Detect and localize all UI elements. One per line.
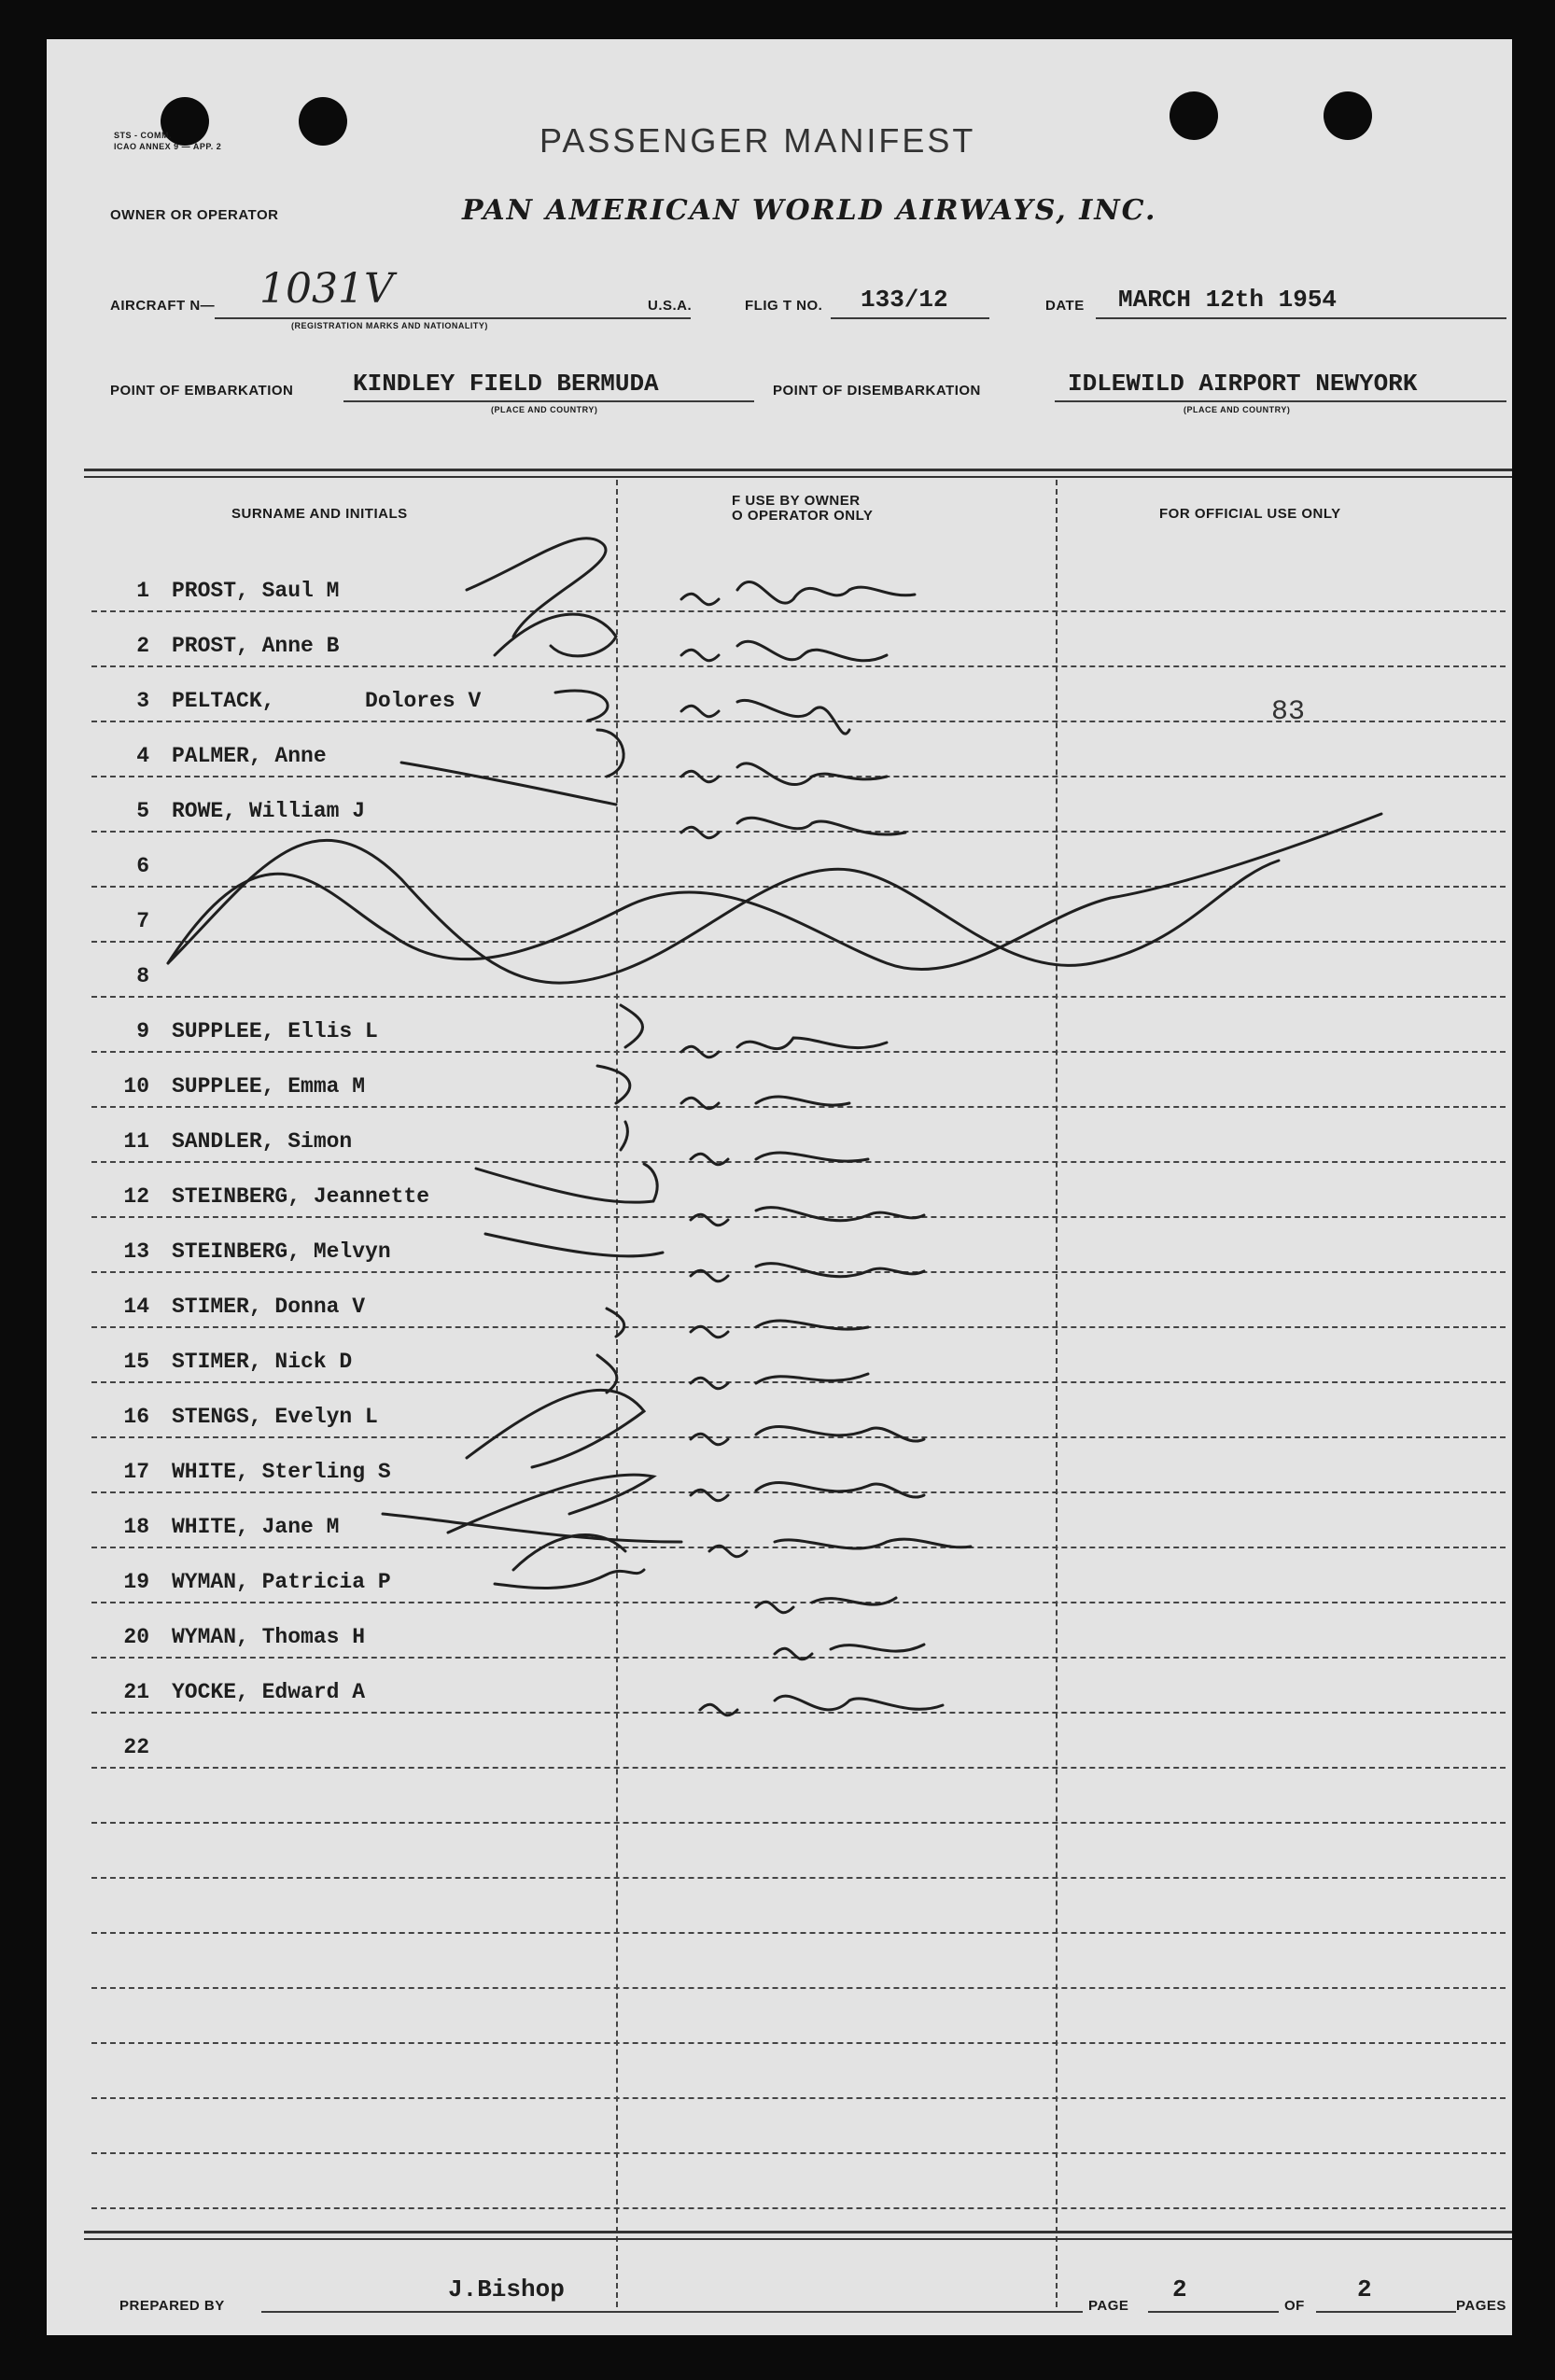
blank-row-line <box>91 1822 1506 1824</box>
airline-name: PAN AMERICAN WORLD AIRWAYS, INC. <box>462 194 1157 227</box>
owner-use-note <box>943 1407 980 1421</box>
disembarkation-label: POINT OF DISEMBARKATION <box>773 383 981 399</box>
passenger-number: 8 <box>136 964 149 988</box>
owner-use-note <box>943 1076 980 1091</box>
embarkation-caption: (PLACE AND COUNTRY) <box>491 405 598 414</box>
passenger-name: SUPPLEE, Ellis L <box>172 1019 378 1043</box>
date-label: DATE <box>1045 298 1085 314</box>
table-row-line <box>91 665 1506 667</box>
form-code: STS - COMM. <box>114 131 172 140</box>
table-row-line <box>91 1657 1506 1659</box>
pages-label: PAGES <box>1456 2298 1506 2314</box>
owner-use-note <box>943 1131 996 1146</box>
owner-use-note <box>943 1241 996 1256</box>
column-header-owner-use: F USE BY OWNER <box>732 493 861 509</box>
table-row-line <box>91 1326 1506 1328</box>
passenger-name: STEINBERG, Melvyn <box>172 1239 391 1264</box>
passenger-name: ROWE, William J <box>172 799 366 823</box>
table-row-line <box>91 996 1506 998</box>
embarkation-point: KINDLEY FIELD BERMUDA <box>353 370 659 398</box>
table-row <box>105 689 481 713</box>
aircraft-number: 1031V <box>259 265 394 313</box>
table-row <box>105 964 172 988</box>
passenger-number: 9 <box>136 1019 149 1043</box>
punch-hole <box>299 97 347 146</box>
flight-underline <box>831 317 989 319</box>
passenger-number: 11 <box>123 1129 149 1154</box>
table-row <box>105 579 339 603</box>
table-top-rule <box>84 469 1512 471</box>
column-header-official-use: FOR OFFICIAL USE ONLY <box>1159 506 1341 522</box>
blank-row-line <box>91 1877 1506 1879</box>
passenger-number: 6 <box>136 854 149 878</box>
aircraft-underline <box>215 317 691 319</box>
punch-hole <box>1170 91 1218 140</box>
passenger-number: 15 <box>123 1350 149 1374</box>
table-row-line <box>91 610 1506 612</box>
owner-label: OWNER OR OPERATOR <box>110 207 279 223</box>
table-row-line <box>91 1712 1506 1714</box>
of-label: OF <box>1284 2298 1305 2314</box>
table-row <box>105 1735 172 1759</box>
owner-use-note <box>943 801 996 816</box>
column-header-owner-use-2: O OPERATOR ONLY <box>732 508 874 524</box>
table-row <box>105 1625 365 1649</box>
table-row <box>105 909 172 933</box>
disembarkation-point: IDLEWILD AIRPORT NEWYORK <box>1068 370 1418 398</box>
owner-use-note <box>943 691 980 706</box>
blank-row-line <box>91 1987 1506 1989</box>
embarkation-underline <box>343 400 754 402</box>
flight-number: 133/12 <box>861 286 948 314</box>
table-row <box>105 634 339 658</box>
owner-use-note <box>943 581 996 595</box>
blank-row-line <box>91 2042 1506 2044</box>
official-use-mark: 83 <box>1271 696 1306 728</box>
passenger-number: 22 <box>123 1735 149 1759</box>
table-row-line <box>91 1436 1506 1438</box>
passenger-number: 16 <box>123 1405 149 1429</box>
passenger-name: STENGS, Evelyn L <box>172 1405 378 1429</box>
total-pages: 2 <box>1357 2275 1372 2303</box>
table-row-line <box>91 1216 1506 1218</box>
blank-row-line <box>91 2207 1506 2209</box>
table-bottom-rule-2 <box>84 2238 1512 2240</box>
manifest-sheet <box>47 39 1512 2335</box>
table-row-line <box>91 1381 1506 1383</box>
flight-label: FLIG T NO. <box>745 298 823 314</box>
table-row-line <box>91 1767 1506 1769</box>
table-row <box>105 1460 391 1484</box>
prepared-by-value: J.Bishop <box>448 2275 565 2303</box>
passenger-number: 5 <box>136 799 149 823</box>
passenger-name: WHITE, Sterling S <box>172 1460 391 1484</box>
column-divider <box>616 480 618 2307</box>
prepared-by-underline <box>261 2311 1083 2313</box>
table-row <box>105 1129 352 1154</box>
owner-use-note <box>943 1462 980 1477</box>
of-underline <box>1316 2311 1456 2313</box>
table-row-line <box>91 776 1506 777</box>
owner-use-note <box>943 1517 995 1532</box>
table-row-line <box>91 1271 1506 1273</box>
passenger-number: 14 <box>123 1295 149 1319</box>
passenger-number: 12 <box>123 1184 149 1209</box>
table-bottom-rule <box>84 2231 1512 2233</box>
usa-label: U.S.A. <box>648 298 693 314</box>
column-header-surname: SURNAME AND INITIALS <box>231 506 408 522</box>
blank-row-line <box>91 2097 1506 2099</box>
page-underline <box>1148 2311 1279 2313</box>
table-row <box>105 799 365 823</box>
page-title: PASSENGER MANIFEST <box>539 121 976 160</box>
date-underline <box>1096 317 1506 319</box>
passenger-name: SANDLER, Simon <box>172 1129 353 1154</box>
passenger-number: 10 <box>123 1074 149 1099</box>
registration-caption: (REGISTRATION MARKS AND NATIONALITY) <box>291 321 488 330</box>
table-row-line <box>91 1161 1506 1163</box>
passenger-name: YOCKE, Edward A <box>172 1680 366 1704</box>
table-row <box>105 744 327 768</box>
table-row <box>105 854 172 878</box>
table-row <box>105 1239 391 1264</box>
page-label: PAGE <box>1088 2298 1129 2314</box>
passenger-name: WYMAN, Thomas H <box>172 1625 366 1649</box>
table-row-line <box>91 886 1506 888</box>
blank-row-line <box>91 2152 1506 2154</box>
prepared-by-label: PREPARED BY <box>119 2298 225 2314</box>
disembarkation-underline <box>1055 400 1506 402</box>
table-row <box>105 1074 365 1099</box>
passenger-number: 13 <box>123 1239 149 1264</box>
embarkation-label: POINT OF EMBARKATION <box>110 383 294 399</box>
passenger-number: 18 <box>123 1515 149 1539</box>
disembarkation-caption: (PLACE AND COUNTRY) <box>1184 405 1291 414</box>
passenger-name: PALMER, Anne <box>172 744 327 768</box>
passenger-number: 20 <box>123 1625 149 1649</box>
table-row <box>105 1019 378 1043</box>
passenger-name: PROST, Anne B <box>172 634 340 658</box>
table-row-line <box>91 1491 1506 1493</box>
table-row <box>105 1184 429 1209</box>
flight-date: MARCH 12th 1954 <box>1118 286 1338 314</box>
form-code-annex: ICAO ANNEX 9 — APP. 2 <box>114 142 222 151</box>
aircraft-label: AIRCRAFT N— <box>110 298 216 314</box>
passenger-name: STIMER, Nick D <box>172 1350 353 1374</box>
table-row-line <box>91 1051 1506 1053</box>
passenger-name: PELTACK, Dolores V <box>172 689 482 713</box>
table-row <box>105 1295 365 1319</box>
passenger-name: PROST, Saul M <box>172 579 340 603</box>
owner-use-note <box>943 1682 996 1697</box>
table-row-line <box>91 941 1506 943</box>
passenger-name: SUPPLEE, Emma M <box>172 1074 366 1099</box>
table-row <box>105 1350 352 1374</box>
passenger-number: 4 <box>136 744 149 768</box>
table-row-line <box>91 831 1506 833</box>
owner-use-note <box>943 746 977 761</box>
passenger-name: STEINBERG, Jeannette <box>172 1184 430 1209</box>
owner-use-note <box>943 1351 992 1366</box>
table-row-line <box>91 1106 1506 1108</box>
table-row <box>105 1680 365 1704</box>
table-row-line <box>91 1547 1506 1548</box>
passenger-number: 7 <box>136 909 149 933</box>
owner-use-note <box>943 1296 992 1311</box>
passenger-number: 2 <box>136 634 149 658</box>
punch-hole <box>1324 91 1372 140</box>
passenger-number: 17 <box>123 1460 149 1484</box>
passenger-name: WYMAN, Patricia P <box>172 1570 391 1594</box>
owner-use-note <box>943 1021 1001 1036</box>
blank-row-line <box>91 1932 1506 1934</box>
owner-use-note <box>943 1186 980 1201</box>
owner-use-note <box>943 1572 978 1587</box>
table-row <box>105 1570 391 1594</box>
passenger-name: STIMER, Donna V <box>172 1295 366 1319</box>
table-row <box>105 1405 378 1429</box>
table-top-rule-2 <box>84 476 1512 478</box>
owner-use-note <box>943 1627 983 1642</box>
table-row-line <box>91 1602 1506 1603</box>
table-row <box>105 1515 339 1539</box>
passenger-name: WHITE, Jane M <box>172 1515 340 1539</box>
page-number: 2 <box>1172 2275 1187 2303</box>
passenger-number: 1 <box>136 579 149 603</box>
column-divider <box>1056 480 1058 2307</box>
passenger-number: 19 <box>123 1570 149 1594</box>
owner-use-note <box>943 636 996 651</box>
passenger-number: 21 <box>123 1680 149 1704</box>
passenger-number: 3 <box>136 689 149 713</box>
